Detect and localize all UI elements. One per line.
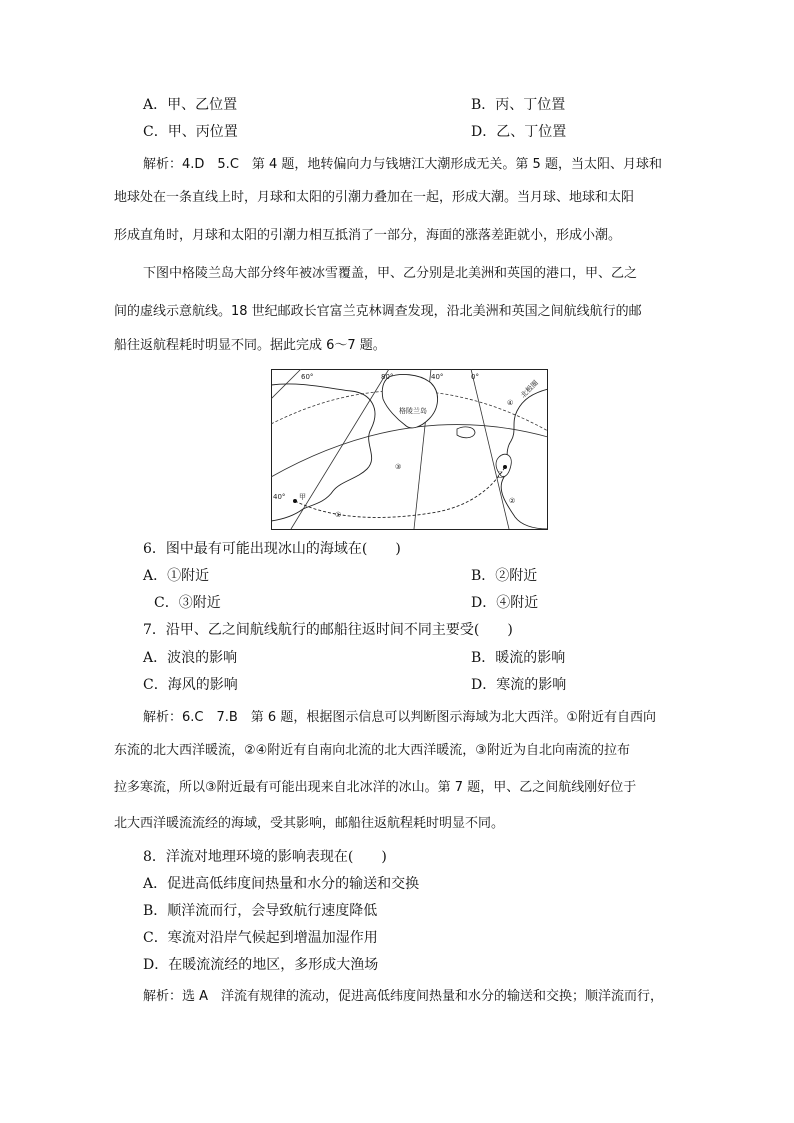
option-b: B．丙、丁位置 xyxy=(471,97,566,113)
analysis-line: 东流的北大西洋暖流，②④附近有自南向北流的北大西洋暖流，③附近为自北向南流的拉布 xyxy=(114,743,630,758)
option-c: C．甲、丙位置 xyxy=(143,124,238,140)
lon-label: 0° xyxy=(471,373,479,381)
analysis-line: 形成直角时，月球和太阳的引潮力相互抵消了一部分，海面的涨落差距就小，形成小潮。 xyxy=(114,228,622,243)
option-d: D．寒流的影响 xyxy=(471,677,567,693)
question-8-stem: 8．洋流对地理环境的影响表现在( ) xyxy=(143,849,387,865)
question-6-stem: 6．图中最有可能出现冰山的海域在( ) xyxy=(143,541,401,557)
lon-label: 80° xyxy=(381,373,394,381)
lon-label: 40° xyxy=(431,373,444,381)
option-a: A．波浪的影响 xyxy=(143,650,238,666)
analysis-line: 解析：选 A 洋流有规律的流动，促进高低纬度间热量和水分的输送和交换；顺洋流而行， xyxy=(143,989,664,1004)
option-c: C．海风的影响 xyxy=(143,677,238,693)
lat-label: 40° xyxy=(273,493,286,501)
option-c: C．③附近 xyxy=(154,595,221,611)
intro-line: 间的虚线示意航线。18 世纪邮政长官富兰克林调查发现，沿北美洲和英国之间航线航行的邮 xyxy=(114,304,642,319)
option-b: B．顺洋流而行，会导致航行速度降低 xyxy=(143,903,378,919)
option-d: D．④附近 xyxy=(471,595,539,611)
marker-3: ③ xyxy=(395,463,402,471)
iceland xyxy=(457,427,475,438)
option-a: A．甲、乙位置 xyxy=(143,97,238,113)
option-a: A．①附近 xyxy=(143,568,210,584)
question-7-stem: 7．沿甲、乙之间航线航行的邮船往返时间不同主要受( ) xyxy=(143,622,513,638)
marker-4: ④ xyxy=(507,399,514,407)
option-d: D．在暖流流经的地区，多形成大渔场 xyxy=(143,957,379,973)
analysis-line: 拉多寒流，所以③附近最有可能出现来自北冰洋的冰山。第 7 题，甲、乙之间航线刚好位于 xyxy=(114,780,637,795)
intro-line: 下图中格陵兰岛大部分终年被冰雪覆盖，甲、乙分别是北美洲和英国的港口，甲、乙之 xyxy=(143,266,638,281)
analysis-line: 地球处在一条直线上时，月球和太阳的引潮力叠加在一起，形成大潮。当月球、地球和太阳 xyxy=(114,190,635,205)
option-b: B．暖流的影响 xyxy=(471,650,566,666)
option-d: D．乙、丁位置 xyxy=(471,124,567,140)
port-jia-marker xyxy=(293,499,297,503)
jia-label: 甲 xyxy=(299,493,306,501)
lon-label: 60° xyxy=(301,373,314,381)
marker-2: ② xyxy=(509,497,516,505)
analysis-line: 北大西洋暖流流经的海域，受其影响，邮船往返航程耗时明显不同。 xyxy=(114,816,505,831)
intro-line: 船往返航程耗时明显不同。据此完成 6～7 题。 xyxy=(114,338,386,353)
option-c: C．寒流对沿岸气候起到增温加湿作用 xyxy=(143,930,378,946)
port-yi-marker xyxy=(503,465,507,469)
option-b: B．②附近 xyxy=(471,568,538,584)
greenland-label: 格陵兰岛 xyxy=(399,407,427,415)
marker-1: ① xyxy=(335,511,342,519)
option-a: A．促进高低纬度间热量和水分的输送和交换 xyxy=(143,876,420,892)
analysis-line: 解析：4.D 5.C 第 4 题，地转偏向力与钱塘江大潮形成无关。第 5 题，当太阳、月球和 xyxy=(143,157,662,172)
yi-label: 乙 xyxy=(497,471,504,479)
analysis-line: 解析：6.C 7.B 第 6 题，根据图示信息可以判断图示海域为北大西洋。①附近有自西向 xyxy=(143,710,656,725)
arctic-circle-label: 北极圈 xyxy=(519,378,540,400)
north-atlantic-map xyxy=(271,369,548,530)
